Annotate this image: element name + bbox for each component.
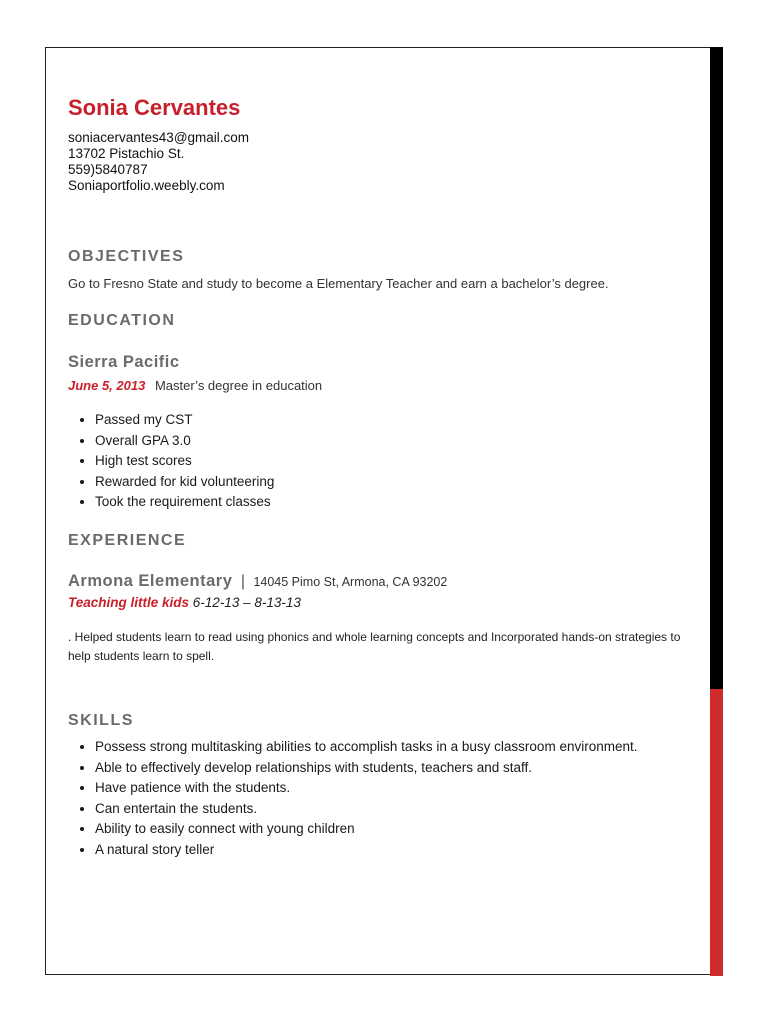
job-role: Teaching little kids bbox=[68, 595, 190, 610]
contact-phone: 559)5840787 bbox=[68, 162, 148, 177]
contact-address: 13702 Pistachio St. bbox=[68, 146, 185, 161]
list-item: • Possess strong multitasking abilities to accomplish tasks in a busy classroom environment. bbox=[95, 737, 637, 758]
list-item: • Ability to easily connect with young children bbox=[95, 819, 637, 840]
list-item: • Rewarded for kid volunteering bbox=[95, 472, 274, 493]
education-date: June 5, 2013 bbox=[68, 378, 146, 393]
role-line bbox=[68, 595, 301, 610]
employer-line bbox=[68, 572, 447, 591]
experience-heading: EXPERIENCE bbox=[68, 532, 187, 549]
contact-email: soniacervantes43@gmail.com bbox=[68, 130, 250, 145]
education-bullet-list bbox=[68, 410, 274, 513]
list-item: • Took the requirement classes bbox=[95, 492, 274, 513]
employer-name: Armona Elementary bbox=[68, 572, 233, 590]
education-degree: Master’s degree in education bbox=[154, 378, 323, 393]
job-dates: 6-12-13 – 8-13-13 bbox=[192, 595, 301, 610]
school-name: Sierra Pacific bbox=[68, 353, 180, 371]
list-item: • A natural story teller bbox=[95, 840, 637, 861]
skills-heading: SKILLS bbox=[68, 712, 134, 729]
employer-separator: | bbox=[240, 573, 245, 590]
contact-website: Soniaportfolio.weebly.com bbox=[68, 178, 225, 193]
side-bar-black bbox=[710, 47, 723, 689]
side-bar-red bbox=[710, 689, 723, 976]
list-item: • Able to effectively develop relationships with students, teachers and staff. bbox=[95, 758, 637, 779]
list-item: • High test scores bbox=[95, 451, 274, 472]
job-description: . Helped students learn to read using phonics and whole learning concepts and Incorporated hands-on strategies to help students learn to spell. bbox=[68, 630, 681, 663]
list-item: • Overall GPA 3.0 bbox=[95, 431, 274, 452]
objectives-heading: OBJECTIVES bbox=[68, 248, 185, 265]
contact-block bbox=[68, 130, 249, 194]
skills-bullet-list bbox=[68, 737, 637, 861]
list-item: • Can entertain the students. bbox=[95, 799, 637, 820]
education-date-line bbox=[68, 378, 322, 393]
list-item: • Have patience with the students. bbox=[95, 778, 637, 799]
candidate-name: Sonia Cervantes bbox=[68, 95, 241, 120]
education-heading: EDUCATION bbox=[68, 312, 176, 329]
employer-address: 14045 Pimo St, Armona, CA 93202 bbox=[253, 575, 448, 589]
list-item: • Passed my CST bbox=[95, 410, 274, 431]
objectives-text: Go to Fresno State and study to become a Elementary Teacher and earn a bachelor’s degree. bbox=[68, 276, 609, 291]
